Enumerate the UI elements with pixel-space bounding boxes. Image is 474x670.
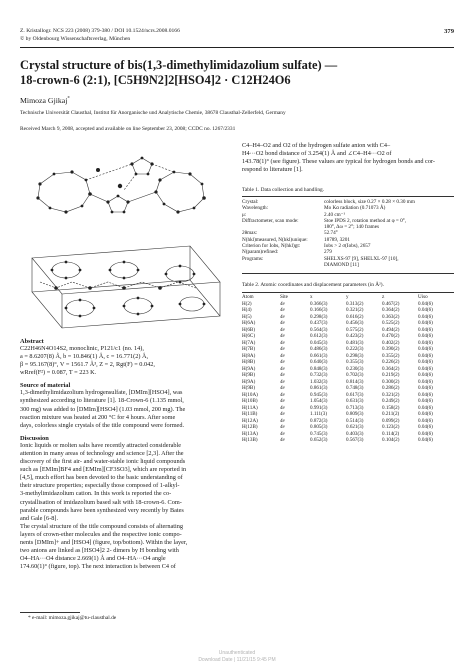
table2-cell: 0.470(2) xyxy=(382,333,400,339)
download-watermark xyxy=(0,650,474,664)
table1-data-collection xyxy=(242,199,454,268)
table1-value-cell: 52.74° xyxy=(324,230,338,237)
source-line: reaction mixture was heated at 200 °C for 4 hours. After some xyxy=(20,413,176,421)
table2-cell: 0.04(6) xyxy=(418,307,433,313)
table2-cell: 0.814(3) xyxy=(346,378,364,385)
table2-cell: H(8A) xyxy=(242,352,256,359)
table2-cell: H(9B) xyxy=(242,385,256,391)
table2-cell: 0.099(2) xyxy=(382,417,400,424)
discussion-heading: Discussion xyxy=(20,434,49,442)
table2-cell: 0.467(2) xyxy=(382,300,400,307)
table2-cell: 4e xyxy=(280,378,285,385)
table2-cell: 0.355(3) xyxy=(346,359,364,365)
table2-cell: H(4) xyxy=(242,307,252,313)
discussion-line: 3-methylimidazolium cation. In this work is reported the co- xyxy=(20,490,172,498)
table1-top-rule xyxy=(242,196,454,197)
right-intro-line: C4–H4–O2 and O2 of the hydrogen sulfate anion with C4– xyxy=(242,142,391,149)
table2-cell: 4e xyxy=(280,359,285,365)
right-intro-line: H4···O2 bond distance of 3.254(1) Å and ∠C4–H4···O2 of xyxy=(242,150,392,158)
discussion-line: parable compounds have been synthesized very recently by Bates xyxy=(20,506,184,514)
table1-label-cell xyxy=(242,262,324,268)
table2-cell: 0.04(6) xyxy=(418,300,433,307)
table2-cell: 0.04(6) xyxy=(418,333,433,339)
table2-cell: 4e xyxy=(280,391,285,398)
right-intro-line: respond to literature [1]. xyxy=(242,166,303,174)
table2-cell: H(13B) xyxy=(242,437,258,443)
table2-cell: 0.564(3) xyxy=(310,326,328,333)
abstract-heading: Abstract xyxy=(20,338,44,345)
table2-cell: H(11B) xyxy=(242,411,258,417)
table2-cell: 0.861(3) xyxy=(310,385,328,391)
table2-cell: 0.631(3) xyxy=(346,398,364,404)
table2-cell: 0.04(6) xyxy=(418,326,433,333)
table2-caption: Table 2. Atomic coordinates and displacement parameters (in Å²). xyxy=(242,282,384,288)
table2-cell: 0.745(3) xyxy=(310,430,328,437)
table2-cell: H(7B) xyxy=(242,346,256,352)
table2-cell: 0.04(6) xyxy=(418,404,433,411)
source-line: synthesized according to literature [1]. 18-Crown-6 (1.135 mmol, xyxy=(20,397,184,405)
table2-cell: 4e xyxy=(280,372,285,378)
table2-cell: 0.219(2) xyxy=(382,372,400,378)
source-line: 1,3-dimethylimidazolium hydrogensulfate, [DMIm][HSO4], was xyxy=(20,389,183,397)
table2-cell: 0.355(2) xyxy=(382,352,400,359)
table2-cell: 0.114(2) xyxy=(382,430,400,437)
table1-value-cell: Mo Kα radiation (0.71073 Å) xyxy=(324,205,386,212)
watermark-line2: Download Date | 11/21/15 9:45 PM xyxy=(198,657,276,663)
table2-cell: H(10B) xyxy=(242,398,258,404)
table2-cell: 0.321(2) xyxy=(346,307,364,313)
abstract-line: a = 8.6207(8) Å, b = 10.846(1) Å, c = 16.771(2) Å, xyxy=(20,353,149,361)
table2-cell: H(6A) xyxy=(242,320,256,326)
table2-cell: 4e xyxy=(280,313,285,320)
table2-cell: 0.575(2) xyxy=(346,326,364,333)
table1-label-cell: N(hkl)measured, N(hkl)unique: xyxy=(242,236,308,243)
article-title-line1: Crystal structure of bis(1,3-dimethylimidazolium sulfate) — xyxy=(20,58,338,72)
table2-top-rule xyxy=(242,292,454,293)
table1-label-cell: N(param)refined: xyxy=(242,249,279,256)
atom-dots-top xyxy=(36,157,205,214)
discussion-line: 174.60(1)° (figure, top). The next interaction is between C4 of xyxy=(20,563,176,571)
table2-cell: 0.713(3) xyxy=(346,404,364,411)
article-title xyxy=(20,58,460,88)
table2-cell: 0.390(2) xyxy=(382,346,400,352)
table2-cell: 0.298(3) xyxy=(310,313,328,320)
table2-cell: H(9B) xyxy=(242,372,256,378)
table2-cell: 0.363(2) xyxy=(382,313,400,320)
table2-cell: 0.04(6) xyxy=(418,339,433,346)
table2-cell: 0.104(2) xyxy=(382,437,400,443)
table2-cell: 0.616(2) xyxy=(346,313,364,320)
table1-value-cell: SHELXS-97 [9], SHELXL-97 [10], xyxy=(324,255,399,262)
table2-cell: 0.364(2) xyxy=(382,365,400,372)
table2-cell: 0.04(6) xyxy=(418,391,433,398)
table2-cell: 4e xyxy=(280,404,285,411)
table2-cell: H(10A) xyxy=(242,391,258,398)
table2-cell: 0.04(6) xyxy=(418,398,433,404)
table2-cell: 4e xyxy=(280,430,285,437)
table2-cell: H(9A) xyxy=(242,365,256,372)
table1-value-cell: Stoe IPDS 2, rotation method at φ = 0°, xyxy=(324,217,407,224)
table2-cell: 0.437(3) xyxy=(310,320,328,326)
table2-cell: 0.640(3) xyxy=(310,359,328,365)
discussion-line: layers of crown-ether molecules and the respective ionic compo- xyxy=(20,530,182,538)
article-title-line2: 18-crown-6 (2:1), [C5H9N2]2[HSO4]2 · C12H24O6 xyxy=(20,72,291,87)
table1-row xyxy=(242,262,454,268)
crystal-structure-figure xyxy=(20,142,232,334)
table2-cell: 4e xyxy=(280,437,285,443)
table2-cell: 0.158(2) xyxy=(382,404,400,411)
table2-cell: 4e xyxy=(280,385,285,391)
table2-cell: 0.456(3) xyxy=(346,320,364,326)
table2-cell: 0.567(3) xyxy=(346,437,364,443)
discussion-text xyxy=(20,442,232,572)
author-email-footnote: * e-mail: mimoza.gjikaj@tu-clausthal.de xyxy=(28,615,117,621)
abstract-line: wRref(F²) = 0.087, T = 223 K. xyxy=(20,369,97,377)
table2-cell: 4e xyxy=(280,326,285,333)
table2-cell: 4e xyxy=(280,365,285,372)
table2-cell: 0.805(3) xyxy=(310,424,328,430)
table1-label-cell: Crystal: xyxy=(242,199,259,205)
table2-cell: 0.525(2) xyxy=(382,320,400,326)
table2-cell: 4e xyxy=(280,300,285,307)
col-site: Site xyxy=(280,294,288,300)
table2-cell: H(11A) xyxy=(242,404,258,411)
left-column xyxy=(20,338,232,571)
table2-cell: 0.621(3) xyxy=(346,424,364,430)
table2-cell: 0.402(2) xyxy=(382,339,400,346)
discussion-line: O4–HA···O4 distance 2.669(1) Å and O4–HA···O4 angle xyxy=(20,555,166,563)
table2-cell: 0.809(3) xyxy=(346,411,364,417)
table1-label-cell: Diffractometer, scan mode: xyxy=(242,217,299,224)
page-number: 379 xyxy=(444,28,454,35)
table2-cell: 0.123(2) xyxy=(382,424,400,430)
table2-row xyxy=(242,437,454,444)
table2-cell: 0.04(6) xyxy=(418,385,433,391)
table2-cell: 0.661(3) xyxy=(310,352,328,359)
source-line: 300 mg) was added to [DMIm][HSO4] (1.03 mmol, 200 mg). The xyxy=(20,405,186,413)
journal-citation: Z. Kristallogr. NCS 223 (2008) 379-380 / DOI 10.1524/ncrs.2008.0166 xyxy=(20,28,180,34)
col-atom: Atom xyxy=(242,294,254,300)
table1-label-cell: 2θmax: xyxy=(242,230,258,237)
table2-cell: 4e xyxy=(280,411,285,417)
table2-cell: 0.494(2) xyxy=(382,326,400,333)
table1-value-cell: 180°, Δω = 2°; 140 frames xyxy=(324,224,380,231)
table2-cell: 0.732(3) xyxy=(310,372,328,378)
table2-cell: 0.702(3) xyxy=(346,372,364,378)
table2-cell: 0.04(6) xyxy=(418,359,433,365)
discussion-line: [4,5], much effort has been devoted to the basic understanding of xyxy=(20,474,183,482)
table2-cell: 4e xyxy=(280,339,285,346)
right-intro-line: 143.78(1)° (see figure). These values are typical for hydrogen bonds and cor- xyxy=(242,158,435,166)
table1-label-cell: μ: xyxy=(242,211,247,218)
table2-cell: H(12B) xyxy=(242,424,258,430)
discussion-line: discovery of the first air- and water-stable ionic liquid compounds xyxy=(20,458,186,466)
copyright-notice: © by Oldenbourg Wissenschaftsverlag, München xyxy=(20,36,131,42)
source-line: days, colorless single crystals of the title compound were formed. xyxy=(20,421,185,429)
table2-cell: H(13A) xyxy=(242,430,258,437)
table2-cell: 0.04(6) xyxy=(418,372,433,378)
table2-cell: 4e xyxy=(280,398,285,404)
table2-cell: 0.945(3) xyxy=(310,391,328,398)
table2-cell: 0.298(3) xyxy=(346,352,364,359)
table2-cell: 0.617(3) xyxy=(346,391,364,398)
discussion-line: attention in many areas of technology and science [2,3]. After the xyxy=(20,449,184,457)
table2-cell: 0.04(6) xyxy=(418,437,433,443)
table2-cell: 0.04(6) xyxy=(418,417,433,424)
table2-cell: H(9A) xyxy=(242,378,256,385)
table2-cell: 0.364(2) xyxy=(382,307,400,313)
table2-cell: 1.111(3) xyxy=(310,411,328,417)
table2-cell: 0.486(3) xyxy=(310,346,328,352)
table2-cell: 0.403(3) xyxy=(346,430,364,437)
footnote-rule xyxy=(20,612,80,613)
table2-cell: 0.04(6) xyxy=(418,365,433,372)
table2-cell: 0.366(3) xyxy=(310,300,328,307)
table2-cell: 4e xyxy=(280,307,285,313)
unit-cell-packing xyxy=(32,246,220,328)
table2-cell: H(7A) xyxy=(242,339,256,346)
table1-value-cell: Iobs > 2 σ(Iobs), 2657 xyxy=(324,243,371,250)
col-x: x xyxy=(310,294,313,300)
table2-cell: 0.211(2) xyxy=(382,411,400,417)
discussion-line: and Gale [6-8]. xyxy=(20,514,59,522)
table2-cell: 0.748(3) xyxy=(346,385,364,391)
table2-cell: 0.04(6) xyxy=(418,424,433,430)
table2-cell: H(5) xyxy=(242,313,252,320)
table2-cell: 0.222(3) xyxy=(346,346,364,352)
table2-cell: 0.848(3) xyxy=(310,365,328,372)
table2-cell: 0.423(2) xyxy=(346,333,364,339)
table2-cell: 0.300(2) xyxy=(382,378,400,385)
discussion-line: two anions are linked as [HSO4]2 2- dimers by H bonding with xyxy=(20,547,179,555)
table2-cell: 0.04(6) xyxy=(418,352,433,359)
table2-cell: 1.032(3) xyxy=(310,378,328,385)
table1-value-cell: 279 xyxy=(324,249,332,256)
table2-cell: H(6B) xyxy=(242,326,256,333)
table2-cell: 0.286(2) xyxy=(382,385,400,391)
discussion-line: crystallisation of imidazolium based salt with 18-crown-6. Com- xyxy=(20,498,182,506)
table1-label-cell: Criterion for Iobs, N(hkl)gt: xyxy=(242,243,301,250)
right-intro-text xyxy=(242,142,454,174)
discussion-line: such as [EMIm]BF4 and [EMIm][CF3SO3], which are reported in xyxy=(20,466,187,474)
table2-cell: 0.249(2) xyxy=(382,398,400,404)
table2-cell: 0.04(6) xyxy=(418,378,433,385)
table2-cell: 4e xyxy=(280,320,285,326)
table2-cell: 0.991(3) xyxy=(310,404,328,411)
received-dates: Received March 9, 2008, accepted and available on line September 23, 2008; CCDC no. 1267/2331 xyxy=(20,126,236,132)
table2-cell: 4e xyxy=(280,424,285,430)
discussion-line: nents [DMIm]+ and [HSO4] (figure, top/bottom). Within the layer, xyxy=(20,538,188,546)
table2-cell: 0.652(3) xyxy=(310,437,328,443)
discussion-line: their structure properties; especially those composed of 1-alkyl- xyxy=(20,482,180,490)
source-text xyxy=(20,389,232,429)
table2-cell: H(6C) xyxy=(242,333,256,339)
table2-cell: 0.04(6) xyxy=(418,430,433,437)
source-heading: Source of material xyxy=(20,382,71,390)
table1-label-cell: Wavelength: xyxy=(242,205,269,212)
col-y: y xyxy=(346,294,349,300)
abstract-line: C22H46N4O14S2, monoclinic, P121/c1 (no. 14), xyxy=(20,345,144,352)
table1-value-cell: 18789, 3201 xyxy=(324,236,350,243)
table2-cell: 4e xyxy=(280,352,285,359)
abstract-text xyxy=(20,345,232,377)
abstract-line: β = 95.167(8)°, V = 1561.7 Å³, Z = 2, Rgt(F) = 0.042, xyxy=(20,361,155,369)
affiliation: Technische Universität Clausthal, Institut für Anorganische und Analytische Chemie, 38678 Clausthal-Zellerfeld, Germany xyxy=(20,110,286,116)
discussion-line: The crystal structure of the title compound consists of alternating xyxy=(20,522,183,530)
table2-cell: H(8B) xyxy=(242,359,256,365)
table2-cell: 0.230(3) xyxy=(346,365,364,372)
table2-cell: 0.04(6) xyxy=(418,313,433,320)
table2-cell: 0.04(6) xyxy=(418,320,433,326)
header-rule xyxy=(20,47,454,48)
table2-cell: 0.313(2) xyxy=(346,300,364,307)
table2-cell: H(12A) xyxy=(242,417,258,424)
table1-caption: Table 1. Data collection and handling. xyxy=(242,187,325,193)
table2-cell: 0.045(3) xyxy=(310,339,328,346)
watermark-line1: Unauthenticated xyxy=(218,650,256,656)
table2-cell: 0.04(6) xyxy=(418,411,433,417)
table2-cell: 0.04(6) xyxy=(418,346,433,352)
table2-cell: 1.054(3) xyxy=(310,398,328,404)
table2-cell: 0.321(2) xyxy=(382,391,400,398)
table2-cell: 0.612(3) xyxy=(310,333,328,339)
table2-cell: 4e xyxy=(280,346,285,352)
col-z: z xyxy=(382,294,385,300)
table1-label-cell: Programs: xyxy=(242,255,264,262)
table2-cell: 0.166(3) xyxy=(310,307,328,313)
table1-value-cell: DIAMOND [11] xyxy=(324,261,359,268)
author-name: Mimoza Gjikaj* xyxy=(20,96,70,105)
table2-cell: H(2) xyxy=(242,300,252,307)
col-uiso: Uiso xyxy=(418,294,428,300)
discussion-line: Ionic liquids or molten salts have recently attracted considerable xyxy=(20,441,182,449)
table2-cell: 0.226(2) xyxy=(382,359,400,365)
table2-cell: 0.872(3) xyxy=(310,417,328,424)
table1-value-cell: 2.40 cm⁻¹ xyxy=(324,211,346,218)
table2-atomic-coordinates xyxy=(242,294,454,444)
table2-cell: 0.481(3) xyxy=(346,339,364,346)
table1-value-cell: colorless block, size 0.27 × 0.28 × 0.30 mm xyxy=(324,199,415,205)
table1-bottom-rule xyxy=(242,273,454,274)
table2-cell: 4e xyxy=(280,333,285,339)
table2-cell: 4e xyxy=(280,417,285,424)
table2-cell: 0.514(3) xyxy=(346,417,364,424)
